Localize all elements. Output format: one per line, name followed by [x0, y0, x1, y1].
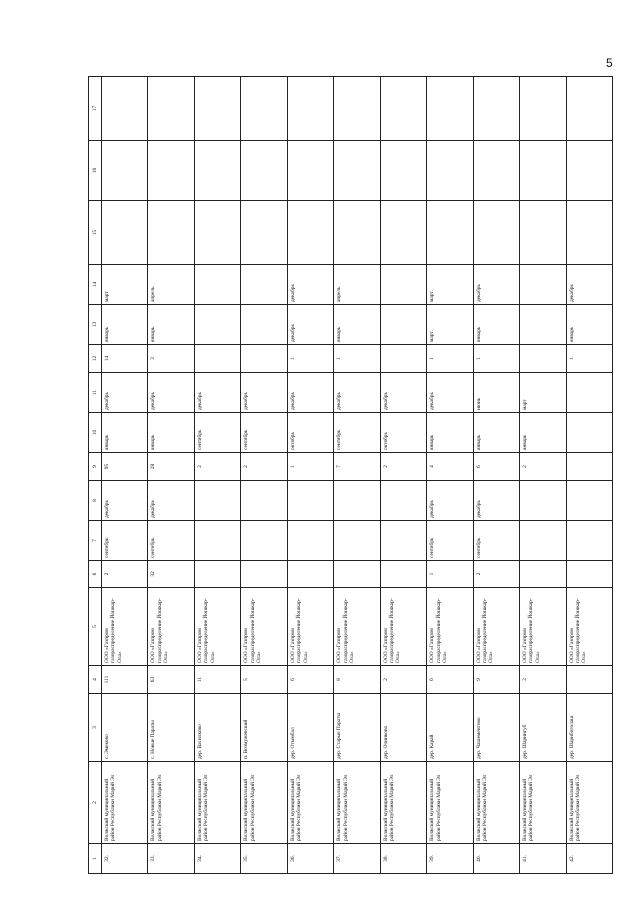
table-cell: Волжский муниципальный район Республики Марий Эл — [287, 762, 333, 844]
table-cell — [334, 561, 380, 588]
table-cell — [520, 561, 566, 588]
table-cell: март — [427, 265, 473, 305]
table-cell: дер. Шарибоголаш — [566, 694, 612, 762]
table-cell: 1 — [427, 561, 473, 588]
table-cell: январь — [102, 305, 148, 345]
table-cell: ООО «Газпром газораспределение Йошкар-Ола» — [102, 588, 148, 666]
table-cell: 28 — [148, 453, 194, 481]
table-cell: июнь — [473, 373, 519, 413]
table-cell: ООО «Газпром газораспределение Йошкар-Ола» — [427, 588, 473, 666]
table-cell: декабрь — [194, 373, 240, 413]
table-cell — [473, 141, 519, 201]
table-row — [194, 77, 240, 874]
table-cell — [566, 521, 612, 561]
table-cell: март — [520, 373, 566, 413]
table-cell: 111 — [102, 666, 148, 694]
table-cell: 1 — [334, 345, 380, 373]
table-cell: дер. Отымбал — [287, 694, 333, 762]
table-cell — [287, 481, 333, 521]
table-cell — [566, 413, 612, 453]
table-cell — [194, 481, 240, 521]
table-row — [473, 77, 519, 874]
table-cell: декабрь — [287, 305, 333, 345]
table-cell — [194, 345, 240, 373]
table-cell: с. Эмеково — [102, 694, 148, 762]
table-cell — [520, 77, 566, 141]
table-cell: декабрь — [427, 481, 473, 521]
table-cell: сентябрь — [473, 521, 519, 561]
table-cell: сентябрь — [241, 413, 287, 453]
table-cell — [102, 201, 148, 265]
column-header: 6 — [89, 561, 102, 588]
table-cell: 32. — [102, 844, 148, 874]
table-cell — [520, 345, 566, 373]
page-number: 5 — [606, 56, 613, 70]
table-cell: 34. — [194, 844, 240, 874]
column-header: 1 — [89, 844, 102, 874]
table-cell: январь — [473, 413, 519, 453]
table-cell — [148, 77, 194, 141]
column-header: 15 — [89, 201, 102, 265]
table-cell: 33. — [148, 844, 194, 874]
table-cell: 32 — [148, 561, 194, 588]
table-cell: декабрь — [148, 481, 194, 521]
table-cell: дер. Старые Параты — [334, 694, 380, 762]
table-cell — [194, 521, 240, 561]
table-cell — [380, 481, 426, 521]
table-cell: декабрь — [287, 265, 333, 305]
table-cell: сентябрь — [194, 413, 240, 453]
table-cell — [194, 141, 240, 201]
table-cell: апрель — [148, 265, 194, 305]
table-cell: 2 — [520, 666, 566, 694]
table-row — [334, 77, 380, 874]
column-header: 13 — [89, 305, 102, 345]
table-cell — [241, 141, 287, 201]
table-cell: с. Новые Параты — [148, 694, 194, 762]
table-cell — [287, 141, 333, 201]
column-header: 8 — [89, 481, 102, 521]
table-cell — [520, 141, 566, 201]
table-cell: 4 — [427, 453, 473, 481]
table-cell — [427, 141, 473, 201]
table-cell: 1 — [427, 345, 473, 373]
table-cell: январь — [427, 413, 473, 453]
column-header: 12 — [89, 345, 102, 373]
table-cell: Волжский муниципальный район Республики Марий Эл — [148, 762, 194, 844]
table-cell: Волжский муниципальный район Республики Марий Эл — [241, 762, 287, 844]
table-cell — [566, 141, 612, 201]
table-cell: Волжский муниципальный район Республики Марий Эл — [566, 762, 612, 844]
table-cell: дер. Шарингуб — [520, 694, 566, 762]
table-cell: 14 — [102, 345, 148, 373]
table-cell: декабрь — [102, 373, 148, 413]
table-cell — [334, 481, 380, 521]
table-cell — [520, 201, 566, 265]
table-cell: декабрь — [102, 481, 148, 521]
table-cell: ООО «Газпром газораспределение Йошкар-Ола» — [380, 588, 426, 666]
table-cell: декабрь — [427, 373, 473, 413]
table-cell: 2 — [194, 453, 240, 481]
table-cell: 95 — [102, 453, 148, 481]
table-cell: 40. — [473, 844, 519, 874]
table-cell: 63 — [148, 666, 194, 694]
column-header: 3 — [89, 694, 102, 762]
table-cell: 7 — [334, 453, 380, 481]
table-cell: 2 — [380, 453, 426, 481]
table-row — [520, 77, 566, 874]
table-body — [102, 77, 613, 874]
column-header: 10 — [89, 413, 102, 453]
table-cell — [566, 373, 612, 413]
table-cell: ООО «Газпром газораспределение Йошкар-Ола» — [334, 588, 380, 666]
table-cell: 1 — [287, 453, 333, 481]
table-cell — [102, 141, 148, 201]
table-row — [241, 77, 287, 874]
table-cell — [241, 77, 287, 141]
table-cell — [380, 521, 426, 561]
column-header: 4 — [89, 666, 102, 694]
table-cell — [380, 77, 426, 141]
table-cell: 1 — [287, 345, 333, 373]
table-cell — [566, 201, 612, 265]
table-row — [427, 77, 473, 874]
table-cell: декабрь — [241, 373, 287, 413]
table-cell: дер. Чашементево — [473, 694, 519, 762]
table-cell: 1 — [473, 345, 519, 373]
table-cell: 2 — [102, 561, 148, 588]
table-cell: 38. — [380, 844, 426, 874]
table-cell: 42. — [566, 844, 612, 874]
table-cell — [520, 481, 566, 521]
table-cell: ООО «Газпром газораспределение Йошкар-Ола» — [520, 588, 566, 666]
table-cell — [427, 201, 473, 265]
column-header: 17 — [89, 77, 102, 141]
table-cell — [566, 481, 612, 521]
table-cell: январь — [334, 305, 380, 345]
table-cell: декабрь — [473, 265, 519, 305]
table-cell: 1 — [566, 345, 612, 373]
table-cell: сентябрь — [148, 521, 194, 561]
rotated-table-container — [88, 77, 613, 874]
table-cell — [194, 561, 240, 588]
table-cell: Волжский муниципальный район Республики Марий Эл — [427, 762, 473, 844]
table-cell: январь — [102, 413, 148, 453]
column-header: 5 — [89, 588, 102, 666]
table-cell: 11 — [194, 666, 240, 694]
table-cell: январь — [148, 305, 194, 345]
table-cell: ООО «Газпром газораспределение Йошкар-Ола» — [148, 588, 194, 666]
table-cell — [520, 521, 566, 561]
column-header: 7 — [89, 521, 102, 561]
table-cell: ООО «Газпром газораспределение Йошкар-Ола» — [241, 588, 287, 666]
table-cell — [380, 201, 426, 265]
table-cell — [194, 305, 240, 345]
table-cell: январь — [473, 305, 519, 345]
table-cell: сентябрь — [102, 521, 148, 561]
table-cell: 6 — [427, 666, 473, 694]
table-cell — [194, 201, 240, 265]
table-cell: октябрь — [380, 413, 426, 453]
table-cell — [334, 201, 380, 265]
table-cell — [287, 77, 333, 141]
table-cell — [241, 481, 287, 521]
table-cell: 6 — [473, 453, 519, 481]
table-cell — [241, 345, 287, 373]
table-cell — [566, 561, 612, 588]
table-row — [566, 77, 612, 874]
table-cell: 3 — [148, 345, 194, 373]
table-cell — [334, 141, 380, 201]
table-cell: 35. — [241, 844, 287, 874]
gasification-schedule-table — [88, 76, 613, 874]
table-cell: 2 — [520, 453, 566, 481]
table-cell: 37. — [334, 844, 380, 874]
table-cell: декабрь — [380, 373, 426, 413]
table-cell: сентябрь — [427, 521, 473, 561]
table-cell: Волжский муниципальный район Республики Марий Эл — [473, 762, 519, 844]
table-cell — [241, 305, 287, 345]
table-cell — [241, 201, 287, 265]
table-cell — [473, 77, 519, 141]
table-row — [148, 77, 194, 874]
table-cell: 2 — [241, 453, 287, 481]
table-cell — [287, 561, 333, 588]
table-cell — [241, 561, 287, 588]
table-header-row — [89, 77, 102, 874]
table-cell: октябрь — [287, 413, 333, 453]
table-cell: Волжский муниципальный район Республики Марий Эл — [194, 762, 240, 844]
table-cell — [520, 305, 566, 345]
column-header: 9 — [89, 453, 102, 481]
table-cell — [102, 77, 148, 141]
table-cell: декабрь — [566, 265, 612, 305]
table-cell: Волжский муниципальный район Республики Марий Эл — [102, 762, 148, 844]
table-cell — [334, 77, 380, 141]
table-cell: дер. Карай — [427, 694, 473, 762]
table-cell: декабрь — [148, 373, 194, 413]
table-cell — [473, 201, 519, 265]
table-cell: январь — [566, 305, 612, 345]
table-cell — [334, 521, 380, 561]
table-cell — [566, 453, 612, 481]
table-cell: январь — [520, 413, 566, 453]
table-cell: декабрь — [287, 373, 333, 413]
table-cell — [194, 77, 240, 141]
table-cell — [380, 141, 426, 201]
table-cell — [520, 265, 566, 305]
table-cell: ООО «Газпром газораспределение Йошкар-Ола» — [194, 588, 240, 666]
table-row — [102, 77, 148, 874]
table-cell: 41. — [520, 844, 566, 874]
table-cell — [380, 561, 426, 588]
table-cell — [287, 521, 333, 561]
table-cell: Волжский муниципальный район Республики Марий Эл — [334, 762, 380, 844]
table-cell — [380, 345, 426, 373]
table-cell: дер. Василково — [194, 694, 240, 762]
table-cell: Волжский муниципальный район Республики Марий Эл — [380, 762, 426, 844]
table-cell: 5 — [241, 666, 287, 694]
table-cell: 9 — [473, 666, 519, 694]
table-cell: 8 — [334, 666, 380, 694]
table-cell: Волжский муниципальный район Республики Марий Эл — [520, 762, 566, 844]
table-cell: ООО «Газпром газораспределение Йошкар-Ола» — [473, 588, 519, 666]
table-cell: п. Возмужевский — [241, 694, 287, 762]
table-cell: март — [102, 265, 148, 305]
column-header: 11 — [89, 373, 102, 413]
column-header: 2 — [89, 762, 102, 844]
table-row — [287, 77, 333, 874]
table-cell — [241, 265, 287, 305]
table-cell: 36. — [287, 844, 333, 874]
table-cell — [566, 77, 612, 141]
table-cell: январь — [148, 413, 194, 453]
table-cell — [427, 77, 473, 141]
table-cell: 2 — [380, 666, 426, 694]
table-cell — [380, 305, 426, 345]
table-cell — [287, 201, 333, 265]
table-cell: 39. — [427, 844, 473, 874]
table-cell — [380, 265, 426, 305]
table-cell: декабрь — [334, 373, 380, 413]
table-cell: декабрь — [473, 481, 519, 521]
table-cell — [566, 666, 612, 694]
table-cell: ООО «Газпром газораспределение Йошкар-Ола» — [287, 588, 333, 666]
table-cell: март — [427, 305, 473, 345]
table-cell: апрель — [334, 265, 380, 305]
table-cell — [148, 141, 194, 201]
table-cell — [241, 521, 287, 561]
table-cell: сентябрь — [334, 413, 380, 453]
column-header: 14 — [89, 265, 102, 305]
column-header: 16 — [89, 141, 102, 201]
table-cell: дер. Очинково — [380, 694, 426, 762]
table-cell: 6 — [287, 666, 333, 694]
table-cell: ООО «Газпром газораспределение Йошкар-Ола» — [566, 588, 612, 666]
table-cell — [148, 201, 194, 265]
table-cell: 2 — [473, 561, 519, 588]
table-row — [380, 77, 426, 874]
table-cell — [194, 265, 240, 305]
